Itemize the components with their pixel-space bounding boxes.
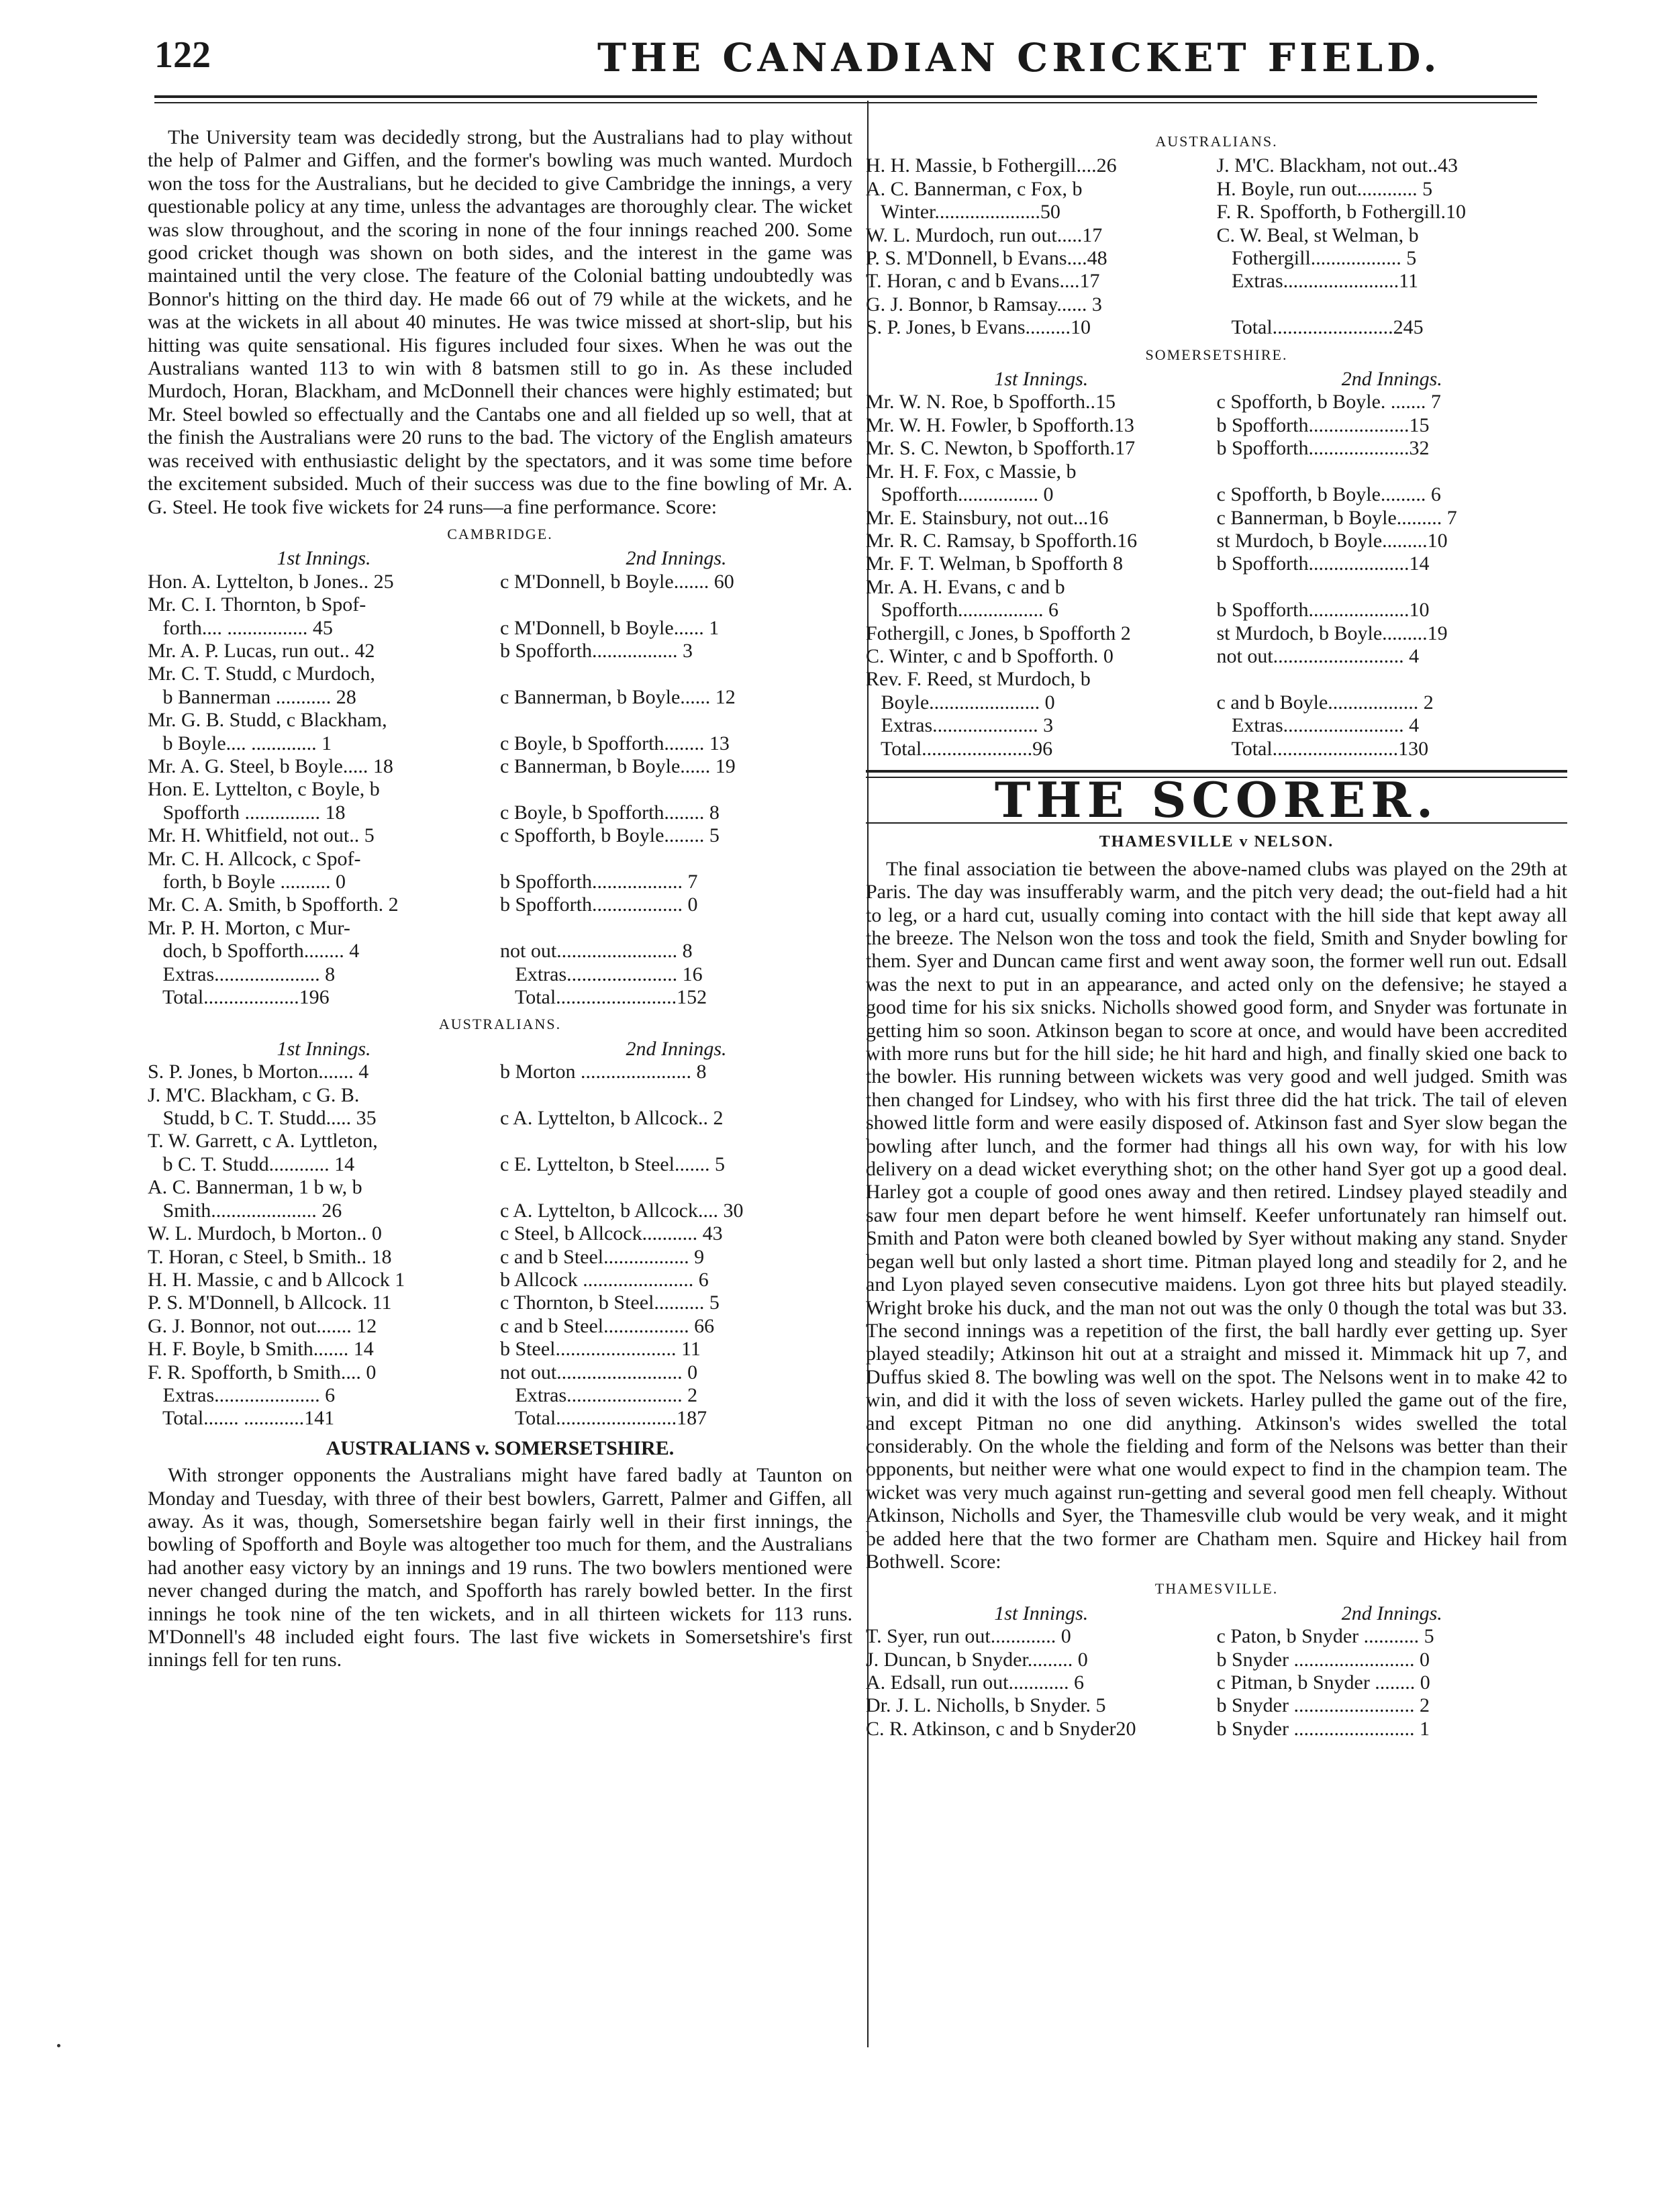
score-row (866, 530, 1567, 552)
score-row (148, 824, 852, 847)
second-innings-entry: b Spofforth.................. 7 (500, 871, 698, 893)
first-innings-entry: G. J. Bonnor, not out....... 12 (148, 1314, 377, 1337)
innings-header (148, 1038, 852, 1061)
first-innings-entry: Total......................96 (866, 737, 1053, 760)
first-innings-entry: Boyle...................... 0 (866, 691, 1055, 714)
score-row (148, 848, 852, 871)
first-innings-entry: Total....... ............141 (148, 1407, 335, 1430)
first-innings-entry: G. J. Bonnor, b Ramsay...... 3 (866, 293, 1102, 315)
second-innings-entry: F. R. Spofforth, b Fothergill.10 (1216, 201, 1467, 224)
first-innings-entry: C. R. Atkinson, c and b Snyder20 (866, 1717, 1136, 1740)
first-innings-entry: b Boyle.... ............. 1 (148, 732, 332, 754)
score-row (148, 571, 852, 593)
innings-1-label: 1st Innings. (994, 1602, 1089, 1624)
second-innings-entry: b Morton ...................... 8 (500, 1061, 707, 1083)
article-paragraph-thamesville: The final association tie between the above-named clubs was played on the 29th at Paris. The day was insufferably warm, and the pitch very dead; the out-field had a hit to leg, or a hard cut, usually coming into contact with the hill side that kept away all the breeze. The Nelson won the toss and took the field, Smith and Snyder bowling for them. Syer and Duncan came first and went away soon, the former well run out. Edsall was the next to put in an appearance, and acted only on the defensive; he stayed a good time for his six snicks. Nicholls showed good form, and Snyder was fortunate in getting him so soon. Atkinson began to score at once, and would have been accredited with more runs but for the hill side; he hit hard and high, and finally skied one back to the bowler. His running between wickets was very good and well judged. Smith was then changed for Lindsey, who with his first three did the hat trick. The tail of eleven showed little form and were easily disposed of. Atkinson fast and Syer slow began the bowling after lunch, and the former had things all his own way, for with his low delivery on a dead wicket everything shot; on the other hand Syer got up a good deal. Harley got a couple of good ones away and then retired. Lindsey played steadily and saw four men depart before he went himself. Keefer unfortunately ran himself out. Smith and Paton were both cleaned bowled by Syer without making any stand. Snyder began well but only lasted a short time. Pitman played long and steadily for 2, and he and Lyon played seven consecutive maidens. Lyon got three hits but played steadily. Wright broke his duck, and the man not out was the only 0 though the total was but 33. The second innings was a repetition of the first, the ball hardly ever getting up. Syer played steadily; Atkinson hit out at a straight and missed it. Mimmack hit up 7, and Duffus skied 8. The bowling was well on the spot. The Nelsons went in to make 42 to win, and did it with the loss of seven wickets. Harley pulled the game out of the fire, and except Pitman no one did anything. Atkinson's wides swelled the total considerably. On the whole the fielding and form of the Nelsons was better than their opponents, but neither were what one would expect to find in the champion team. The wicket was very much against run-getting and several good men fell cheaply. Without Atkinson, Nicholls and Syer, the Thamesville club would be very weak, and it might be added here that the two former are Chatham men. Squire and Hickey hail from Bothwell. Score: (866, 857, 1567, 1573)
score-row (866, 1671, 1567, 1694)
first-innings-entry: Mr. A. G. Steel, b Boyle..... 18 (148, 754, 393, 777)
first-innings-entry: b C. T. Studd............ 14 (148, 1153, 355, 1175)
second-innings-entry: c and b Steel................. 66 (500, 1314, 715, 1337)
first-innings-entry: F. R. Spofforth, b Smith.... 0 (148, 1361, 377, 1383)
article-paragraph-somerset: With stronger opponents the Australians might have fared badly at Taunton on Monday and Tuesday, with three of their best bowlers, Garrett, Palmer and Giffen, all away. As it was, though, Somersetshire began fairly well in their first innings, the bowling of Spofforth and Boyle was altogether too much for them, and the Australians had another easy victory by an innings and 19 runs. The two bowlers mentioned were never changed during the match, and Spofforth has rarely bowled better. In the first innings he took nine of the ten wickets, and in all thirteen wickets for 113 runs. M'Donnell's 48 included eight fours. The last five wickets in Somersetshire's first innings fell for ten runs. (148, 1464, 852, 1671)
score-row (866, 552, 1567, 575)
first-innings-entry: P. S. M'Donnell, b Evans....48 (866, 247, 1107, 270)
first-innings-entry: H. H. Massie, c and b Allcock 1 (148, 1268, 405, 1291)
first-innings-entry: A. C. Bannerman, c Fox, b (866, 177, 1083, 200)
first-innings-entry: J. Duncan, b Snyder......... 0 (866, 1648, 1088, 1671)
first-innings-entry: H. H. Massie, b Fothergill....26 (866, 154, 1117, 177)
score-row (866, 154, 1567, 177)
second-innings-entry: b Snyder ........................ 2 (1216, 1694, 1430, 1717)
second-innings-entry: c Bannerman, b Boyle...... 12 (500, 685, 736, 708)
right-column (866, 126, 1567, 1741)
first-innings-entry: doch, b Spofforth........ 4 (148, 940, 360, 963)
second-innings-entry: Extras.......................11 (1216, 270, 1419, 293)
first-innings-entry: T. W. Garrett, c A. Lyttleton, (148, 1130, 378, 1153)
page-number: 122 (154, 34, 211, 76)
second-innings-entry: Total........................245 (1216, 316, 1424, 339)
score-row (148, 755, 852, 778)
second-innings-entry: c Spofforth, b Boyle......... 6 (1216, 483, 1441, 506)
scorecard-australians (148, 1061, 852, 1430)
second-innings-entry (500, 1084, 852, 1107)
first-innings-entry: W. L. Murdoch, b Morton.. 0 (148, 1222, 382, 1245)
second-innings-entry: H. Boyle, run out............ 5 (1216, 177, 1433, 200)
second-innings-entry: b Steel........................ 11 (500, 1338, 701, 1361)
innings-header (148, 547, 852, 570)
scorecard-australians-2 (866, 154, 1567, 339)
score-row (148, 1315, 852, 1338)
score-row (148, 963, 852, 986)
first-innings-entry: A. C. Bannerman, 1 b w, b (148, 1176, 362, 1199)
score-row (148, 1130, 852, 1153)
second-innings-entry: c Steel, b Allcock........... 43 (500, 1222, 723, 1245)
score-row (866, 437, 1567, 460)
score-row (148, 1269, 852, 1291)
innings-2-label: 2nd Innings. (1341, 368, 1442, 391)
score-row (148, 801, 852, 824)
second-innings-entry (500, 593, 852, 616)
score-row (148, 732, 852, 755)
section-heading-australians: AUSTRALIANS. (438, 1016, 562, 1033)
article-paragraph-cambridge: The University team was decidedly strong, but the Australians had to play without the help of Palmer and Giffen, and the former's bowling was much wanted. Murdoch won the toss for the Australians, but he decided to give Cambridge the innings, a very questionable policy at any time, unless the advantages are thoroughly clear. The wicket was slow throughout, and the scoring in none of the four innings reached 200. Some good cricket though was shown on both sides, and the interest in the game was maintained until the very close. The feature of the Colonial batting undoubtedly was Bonnor's hitting on the third day. He made 66 out of 79 while at the wickets, and he was at the wickets in all about 40 minutes. He was twice missed at short-slip, but his hitting was quite sensational. His figures included four sixes. When he was out the Australians wanted 113 to win with 8 batsmen still to go in. As these included Murdoch, Horan, Blackham, and McDonnell their chances were highly estimated; but Mr. Steel bowled so effectually and the Cantabs one and all fielded up so well, that at the finish the Australians were 20 runs to the bad. The victory of the English amateurs was received with enthusiastic delight by the spectators, and it was some time before the excitement subsided. Much of their success was due to the fine bowling of Mr. A. G. Steel. He took five wickets for 24 runs—a fine performance. Score: (148, 126, 852, 518)
second-innings-entry: c E. Lyttelton, b Steel....... 5 (500, 1153, 725, 1175)
second-innings-entry: not out.......................... 4 (1216, 644, 1420, 667)
score-row (148, 593, 852, 616)
first-innings-entry: forth.... ................ 45 (148, 616, 333, 639)
first-innings-entry: T. Syer, run out............. 0 (866, 1625, 1071, 1648)
first-innings-entry: Rev. F. Reed, st Murdoch, b (866, 668, 1091, 691)
header-rule-thin (154, 102, 1537, 103)
score-row (866, 1718, 1567, 1741)
first-innings-entry: Fothergill, c Jones, b Spofforth 2 (866, 622, 1131, 644)
score-row (866, 576, 1567, 599)
score-row (866, 714, 1567, 737)
page-mark (57, 2044, 60, 2047)
second-innings-entry (1217, 293, 1568, 316)
first-innings-entry: Extras..................... 6 (148, 1383, 336, 1406)
second-innings-entry: c Bannerman, b Boyle......... 7 (1216, 506, 1457, 529)
first-innings-entry: A. Edsall, run out............ 6 (866, 1671, 1084, 1694)
score-row (148, 871, 852, 893)
score-row (148, 1361, 852, 1384)
first-innings-entry: Mr. G. B. Studd, c Blackham, (148, 709, 387, 732)
first-innings-entry: Mr. P. H. Morton, c Mur- (148, 916, 350, 939)
second-innings-entry: c Spofforth, b Boyle........ 5 (500, 824, 720, 847)
second-innings-entry (500, 917, 852, 940)
score-row (866, 414, 1567, 437)
second-innings-entry: c Spofforth, b Boyle. ....... 7 (1216, 391, 1441, 413)
second-innings-entry: c A. Lyttelton, b Allcock.. 2 (500, 1107, 724, 1130)
second-innings-entry (500, 848, 852, 871)
second-innings-entry: b Spofforth....................32 (1216, 437, 1430, 460)
first-innings-entry: Studd, b C. T. Studd..... 35 (148, 1107, 377, 1130)
score-row (148, 1407, 852, 1430)
first-innings-entry: H. F. Boyle, b Smith....... 14 (148, 1338, 374, 1361)
first-innings-entry: Mr. H. Whitfield, not out.. 5 (148, 824, 375, 847)
first-innings-entry: Mr. C. I. Thornton, b Spof- (148, 593, 366, 616)
score-row (866, 391, 1567, 413)
score-row (866, 247, 1567, 270)
first-innings-entry: Mr. A. P. Lucas, run out.. 42 (148, 639, 375, 662)
second-innings-entry: not out......................... 0 (500, 1361, 698, 1383)
first-innings-entry: Extras..................... 8 (148, 963, 336, 985)
second-innings-entry: c Bannerman, b Boyle...... 19 (500, 754, 736, 777)
second-innings-entry (500, 709, 852, 732)
score-row (866, 622, 1567, 645)
first-innings-entry: Hon. E. Lyttelton, c Boyle, b (148, 778, 380, 801)
innings-1-label: 1st Innings. (277, 1037, 371, 1060)
score-row (148, 1061, 852, 1083)
innings-1-label: 1st Innings. (994, 368, 1089, 391)
second-innings-entry (500, 778, 852, 801)
second-innings-entry: c Pitman, b Snyder ........ 0 (1216, 1671, 1430, 1694)
second-innings-entry: b Spofforth....................14 (1216, 552, 1430, 575)
first-innings-entry: Mr. A. H. Evans, c and b (866, 575, 1065, 598)
score-row (148, 686, 852, 709)
score-row (148, 1153, 852, 1176)
first-innings-entry: Mr. S. C. Newton, b Spofforth.17 (866, 437, 1136, 460)
score-row (148, 1200, 852, 1222)
left-column (148, 126, 852, 1672)
scorecard-cambridge (148, 571, 852, 1010)
score-row (148, 778, 852, 801)
first-innings-entry: Spofforth................ 0 (866, 483, 1054, 506)
section-heading-australians-2: AUSTRALIANS. (1155, 133, 1278, 150)
first-innings-entry: Hon. A. Lyttelton, b Jones.. 25 (148, 570, 394, 593)
page-header (154, 34, 1537, 87)
first-innings-entry: Mr. W. N. Roe, b Spofforth..15 (866, 391, 1116, 413)
first-innings-entry: Mr. C. H. Allcock, c Spof- (148, 847, 361, 870)
innings-2-label: 2nd Innings. (626, 1037, 727, 1060)
second-innings-entry (1217, 576, 1568, 599)
first-innings-entry: Mr. W. H. Fowler, b Spofforth.13 (866, 413, 1134, 436)
second-innings-entry: b Snyder ........................ 0 (1216, 1648, 1430, 1671)
first-innings-entry: b Bannerman ........... 28 (148, 685, 356, 708)
first-innings-entry: T. Horan, c and b Evans....17 (866, 270, 1100, 293)
second-innings-entry (500, 1176, 852, 1199)
score-row (866, 316, 1567, 339)
second-innings-entry: st Murdoch, b Boyle.........19 (1216, 622, 1448, 644)
score-row (866, 599, 1567, 622)
score-row (148, 1107, 852, 1130)
section-heading-somersetshire: SOMERSETSHIRE. (1145, 346, 1288, 363)
second-innings-entry: st Murdoch, b Boyle.........10 (1216, 529, 1448, 552)
score-row (866, 224, 1567, 247)
first-innings-entry: Smith..................... 26 (148, 1199, 342, 1222)
header-rule (154, 95, 1537, 98)
second-innings-entry: b Snyder ........................ 1 (1216, 1717, 1430, 1740)
article-title-somerset: AUSTRALIANS v. SOMERSETSHIRE. (326, 1436, 675, 1459)
score-row (148, 940, 852, 963)
second-innings-entry: c and b Steel................. 9 (500, 1245, 705, 1268)
first-innings-entry: Mr. E. Stainsbury, not out...16 (866, 506, 1109, 529)
innings-1-label: 1st Innings. (277, 547, 371, 570)
score-row (148, 1246, 852, 1269)
score-row (148, 1384, 852, 1407)
scorecard-somersetshire (866, 391, 1567, 761)
innings-2-label: 2nd Innings. (626, 547, 727, 570)
match-title: THAMESVILLE v NELSON. (1099, 833, 1334, 851)
score-row (866, 201, 1567, 224)
score-row (148, 709, 852, 732)
score-row (866, 668, 1567, 691)
score-row (866, 691, 1567, 714)
score-row (866, 1694, 1567, 1717)
score-row (866, 178, 1567, 201)
second-innings-entry: c and b Boyle.................. 2 (1216, 691, 1434, 714)
second-innings-entry (500, 663, 852, 685)
first-innings-entry: Spofforth ............... 18 (148, 801, 346, 824)
first-innings-entry: Total...................196 (148, 986, 330, 1009)
score-row (866, 1649, 1567, 1671)
score-row (866, 270, 1567, 293)
first-innings-entry: Dr. J. L. Nicholls, b Snyder. 5 (866, 1694, 1106, 1717)
second-innings-entry: b Spofforth....................15 (1216, 413, 1430, 436)
score-row (866, 507, 1567, 530)
first-innings-entry: P. S. M'Donnell, b Allcock. 11 (148, 1291, 392, 1314)
second-innings-entry: c A. Lyttelton, b Allcock.... 30 (500, 1199, 744, 1222)
second-innings-entry: b Allcock ...................... 6 (500, 1268, 709, 1291)
score-row (866, 293, 1567, 316)
first-innings-entry: Mr. R. C. Ramsay, b Spofforth.16 (866, 529, 1138, 552)
section-title-scorer: THE SCORER. (994, 771, 1439, 828)
section-heading-thamesville: THAMESVILLE. (1154, 1580, 1279, 1598)
second-innings-entry: c Boyle, b Spofforth........ 13 (500, 732, 730, 754)
first-innings-entry: Winter.....................50 (866, 201, 1060, 224)
first-innings-entry: Spofforth................. 6 (866, 599, 1058, 622)
second-innings-entry: Extras........................ 4 (1216, 714, 1420, 737)
score-row (866, 738, 1567, 761)
second-innings-entry: Total.........................130 (1216, 737, 1429, 760)
first-innings-entry: Mr. F. T. Welman, b Spofforth 8 (866, 552, 1123, 575)
first-innings-entry: C. Winter, c and b Spofforth. 0 (866, 644, 1114, 667)
score-row (148, 893, 852, 916)
second-innings-entry: C. W. Beal, st Welman, b (1216, 224, 1419, 246)
score-row (148, 1084, 852, 1107)
first-innings-entry: Mr. C. T. Studd, c Murdoch, (148, 663, 375, 685)
innings-header (866, 1602, 1567, 1625)
score-row (148, 663, 852, 685)
first-innings-entry: S. P. Jones, b Morton....... 4 (148, 1061, 369, 1083)
second-innings-entry: c Paton, b Snyder ........... 5 (1216, 1625, 1434, 1648)
second-innings-entry (500, 1130, 852, 1153)
score-row (866, 460, 1567, 483)
second-innings-entry: b Spofforth................. 3 (500, 639, 693, 662)
second-innings-entry: c Thornton, b Steel.......... 5 (500, 1291, 720, 1314)
first-innings-entry: Extras..................... 3 (866, 714, 1054, 737)
section-heading-cambridge: CAMBRIDGE. (447, 525, 553, 542)
score-row (148, 617, 852, 640)
first-innings-entry: T. Horan, c Steel, b Smith.. 18 (148, 1245, 392, 1268)
second-innings-entry: not out........................ 8 (500, 940, 693, 963)
second-innings-entry: Extras....................... 2 (500, 1383, 698, 1406)
first-innings-entry: W. L. Murdoch, run out.....17 (866, 224, 1103, 246)
second-innings-entry: c M'Donnell, b Boyle....... 60 (500, 570, 734, 593)
innings-2-label: 2nd Innings. (1341, 1602, 1442, 1624)
second-innings-entry (1217, 668, 1568, 691)
second-innings-entry: b Spofforth.................. 0 (500, 893, 698, 916)
score-row (148, 640, 852, 663)
second-innings-entry: J. M'C. Blackham, not out..43 (1216, 154, 1459, 177)
second-innings-entry: Fothergill.................. 5 (1216, 247, 1417, 270)
second-innings-entry (1217, 460, 1568, 483)
score-row (866, 1625, 1567, 1648)
score-row (866, 645, 1567, 668)
first-innings-entry: S. P. Jones, b Evans.........10 (866, 316, 1091, 339)
score-row (866, 483, 1567, 506)
second-innings-entry: c Boyle, b Spofforth........ 8 (500, 801, 720, 824)
second-innings-entry: Total........................152 (500, 986, 707, 1009)
score-row (148, 986, 852, 1009)
first-innings-entry: J. M'C. Blackham, c G. B. (148, 1083, 360, 1106)
score-row (148, 1176, 852, 1199)
page-title: THE CANADIAN CRICKET FIELD. (597, 35, 1441, 81)
first-innings-entry: forth, b Boyle .......... 0 (148, 871, 346, 893)
second-innings-entry: Extras...................... 16 (500, 963, 703, 985)
score-row (148, 1222, 852, 1245)
innings-header (866, 368, 1567, 391)
score-row (148, 1291, 852, 1314)
second-innings-entry: c M'Donnell, b Boyle...... 1 (500, 616, 720, 639)
score-row (148, 1338, 852, 1361)
second-innings-entry: b Spofforth....................10 (1216, 599, 1430, 622)
score-row (148, 917, 852, 940)
first-innings-entry: Mr. H. F. Fox, c Massie, b (866, 460, 1077, 483)
scorecard-thamesville (866, 1625, 1567, 1741)
second-innings-entry: Total........................187 (500, 1407, 707, 1430)
first-innings-entry: Mr. C. A. Smith, b Spofforth. 2 (148, 893, 399, 916)
